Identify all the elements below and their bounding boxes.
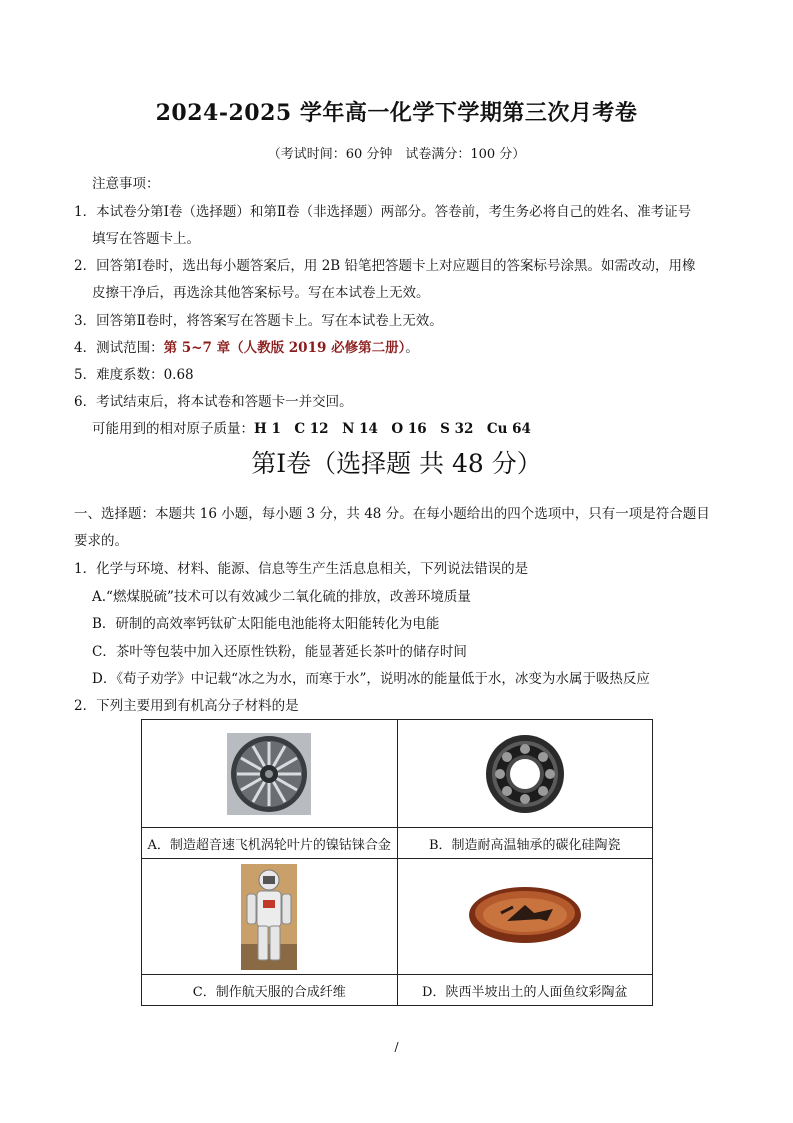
page-number: /: [394, 1040, 399, 1054]
instructions-line-2: 要求的。: [74, 533, 128, 549]
pottery-basin-image: [467, 885, 583, 949]
option-c-image-cell: [142, 859, 398, 975]
question-2-options-table: [141, 719, 653, 1006]
notes-heading: 注意事项：: [92, 176, 160, 192]
spacesuit-image: [241, 864, 297, 970]
instructions-line-1: 一、选择题：本题共 16 小题，每小题 3 分，共 48 分。在每小题给出的四个选项中，只有一项是符合题目: [74, 506, 710, 522]
note-2-cont: 皮擦干净后，再选涂其他答案标号。写在本试卷上无效。: [92, 285, 430, 301]
section-title: 第Ⅰ卷（选择题 共 48 分）: [251, 449, 542, 478]
atomic-masses: [92, 417, 531, 437]
question-1-option-b: B．研制的高效率钙钛矿太阳能电池能将太阳能转化为电能: [92, 616, 440, 632]
note-4-prefix: 4．测试范围：: [74, 340, 164, 356]
note-6: 6．考试结束后，将本试卷和答题卡一并交回。: [74, 394, 353, 410]
note-3: 3．回答第Ⅱ卷时，将答案写在答题卡上。写在本试卷上无效。: [74, 313, 443, 329]
note-2: 2．回答第Ⅰ卷时，选出每小题答案后，用 2B 铅笔把答题卡上对应题目的答案标号涂黑。如需改动，用橡: [74, 258, 696, 274]
bearing-image: [483, 733, 567, 815]
question-1-stem: 1．化学与环境、材料、能源、信息等生产生活息息相关，下列说法错误的是: [74, 561, 529, 577]
question-2-stem: 2．下列主要用到有机高分子材料的是: [74, 698, 299, 714]
atomic-masses-prefix: 可能用到的相对原子质量：: [92, 421, 254, 437]
option-d-caption: D．陕西半坡出土的人面鱼纹彩陶盆: [397, 975, 653, 1006]
turbine-image: [227, 733, 311, 815]
question-1-option-a: A.“燃煤脱硫”技术可以有效减少二氧化硫的排放，改善环境质量: [92, 589, 471, 605]
note-5: 5．难度系数：0.68: [74, 367, 194, 383]
note-4-suffix: 。: [405, 340, 419, 356]
note-1: 1．本试卷分第Ⅰ卷（选择题）和第Ⅱ卷（非选择题）两部分。答卷前，考生务必将自己的姓名、准考证号: [74, 204, 692, 220]
note-4: [74, 336, 419, 356]
question-1-option-d: D．《荀子劝学》中记载“冰之为水，而寒于水”，说明冰的能量低于水，冰变为水属于吸热反应: [92, 671, 650, 687]
test-range: 第 5~7 章（人教版 2019 必修第二册）: [163, 340, 406, 356]
option-b-caption: B．制造耐高温轴承的碳化硅陶瓷: [397, 828, 653, 859]
atomic-masses-values: H 1 C 12 N 14 O 16 S 32 Cu 64: [254, 421, 531, 437]
option-d-image-cell: [397, 859, 653, 975]
note-1-cont: 填写在答题卡上。: [92, 231, 200, 247]
option-a-caption: A．制造超音速飞机涡轮叶片的镍钴铼合金: [142, 828, 398, 859]
option-b-image-cell: [397, 720, 653, 828]
option-a-image-cell: [142, 720, 398, 828]
option-c-caption: C．制作航天服的合成纤维: [142, 975, 398, 1006]
exam-subtitle: （考试时间：60 分钟 试卷满分：100 分）: [267, 147, 526, 162]
exam-title: 2024-2025 学年高一化学下学期第三次月考卷: [155, 100, 638, 126]
question-1-option-c: C．茶叶等包装中加入还原性铁粉，能显著延长茶叶的储存时间: [92, 644, 467, 660]
